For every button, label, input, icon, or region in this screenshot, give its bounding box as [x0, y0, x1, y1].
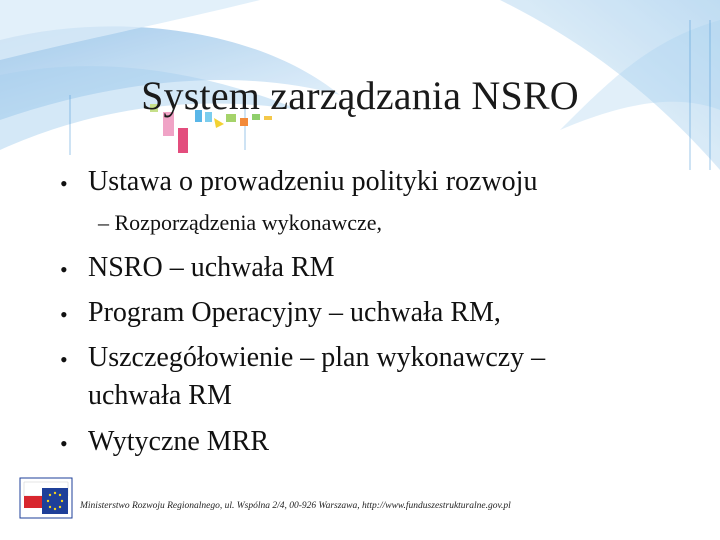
- bullet-text-line2: uchwała RM: [88, 380, 232, 411]
- bullet-text: Wytyczne MRR: [88, 426, 270, 457]
- bullet-text-line1: Uszczegółowienie – plan wykonawczy –: [88, 342, 546, 373]
- bullet-marker: •: [60, 257, 68, 282]
- ministry-logo: [20, 478, 72, 518]
- bullet-text: NSRO – uchwała RM: [88, 252, 335, 283]
- footer-text: Ministerstwo Rozwoju Regionalnego, ul. Wspólna 2/4, 00-926 Warszawa, http://www.funduszestrukturalne.gov.pl: [80, 501, 511, 511]
- bullet-marker: •: [60, 171, 68, 196]
- bullet-text: Ustawa o prowadzeniu polityki rozwoju: [88, 166, 538, 197]
- slide-title: System zarządzania NSRO: [141, 73, 579, 118]
- bullet-marker: •: [60, 302, 68, 327]
- sub-bullet-text: – Rozporządzenia wykonawcze,: [98, 210, 383, 235]
- bullet-text: Program Operacyjny – uchwała RM,: [88, 297, 501, 328]
- bullet-marker: •: [60, 431, 68, 456]
- bullet-marker: •: [60, 347, 68, 372]
